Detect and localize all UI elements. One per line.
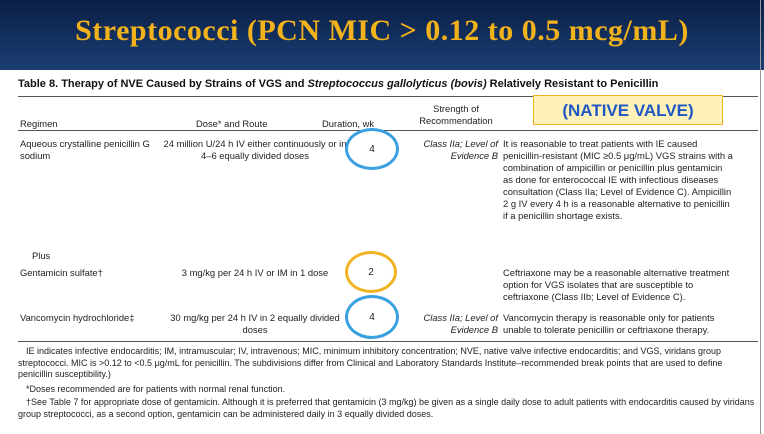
row-penicillin-dose: 24 million U/24 h IV either continuously or in 4–6 equally divided doses [163,138,347,161]
duration-circle-penicillin [345,128,399,170]
native-valve-callout [533,95,723,125]
row-vancomycin-comments: Vancomycin therapy is reasonable only for patients unable to tolerate penicillin or ceftriaxone therapy. [503,312,715,335]
caption-suffix: Relatively Resistant to Penicillin [486,78,659,90]
table-bottom-rule [18,341,758,342]
table-caption [18,78,758,90]
duration-circle-vancomycin [345,295,399,339]
header-regimen: Regimen [20,118,58,129]
row-vancomycin-dose: 30 mg/kg per 24 h IV in 2 equally divided doses [170,312,340,335]
native-valve-label: (NATIVE VALVE) [562,101,694,120]
footnote-doses: *Doses recommended are for patients with normal renal function. [26,384,286,394]
row-vancomycin-duration: 4 [369,311,375,323]
header-duration: Duration, wk [322,118,375,129]
right-edge-rule [760,0,761,434]
footnote-abbreviations: IE indicates infective endocarditis; IM, intramuscular; IV, intravenous; MIC, minimum inhibitory concentration; NVE, native valve infective endocarditis; and VGS, viridans group streptococci. MIC is >0.12 to <0.5 μg/mL for penicillin. The subdivisions differ from Clinical and Laboratory Standards Institute–recommended break points that are used to define penicillin susceptibility.) [18,346,723,379]
row-vancomycin-strength: Class IIa; Level of Evidence B [423,312,498,335]
duration-circle-gentamicin [345,251,397,293]
row-penicillin-duration: 4 [369,143,375,155]
row-gentamicin-duration: 2 [368,266,374,278]
row-plus-label: Plus [32,250,51,261]
header-strength-line1: Strength of [433,103,479,114]
row-penicillin-comments: It is reasonable to treat patients with IE caused penicillin-resistant (MIC ≥0.5 μg/mL) VGS strains with a combination of ampicillin or penicillin plus gentamicin as done for enterococcal IE with infectious diseases consultation (Class IIa; Level of Evidence C). Ampicillin 2 g IV every 4 h is a reasonable alternative to penicillin if a penicillin shortage exists. [503,138,733,221]
footnote-gentamicin: †See Table 7 for appropriate dose of gentamicin. Although it is preferred that gentamicin (3 mg/kg) be given as a single daily dose to adult patients with endocarditis caused by viridans group streptococci, as a second option, gentamicin can be administered daily in 3 equally divided doses. [18,397,755,419]
row-gentamicin-comments: Ceftriaxone may be a reasonable alternative treatment option for VGS isolates that are susceptible to ceftriaxone (Class IIb; Level of Evidence C). [503,267,730,302]
row-penicillin-strength: Class IIa; Level of Evidence B [423,138,498,161]
slide-title: Streptococci (PCN MIC > 0.12 to 0.5 mcg/mL) [75,14,689,47]
header-strength-line2: Recommendation [419,115,493,126]
header-dose: Dose* and Route [196,118,268,129]
row-gentamicin-regimen: Gentamicin sulfate† [20,267,103,278]
caption-prefix: Table 8. Therapy of NVE Caused by Strains of VGS and [18,78,308,90]
title-banner [0,0,764,70]
row-penicillin-regimen: Aqueous crystalline penicillin G sodium [20,138,150,161]
row-gentamicin-dose: 3 mg/kg per 24 h IV or IM in 1 dose [181,267,329,278]
row-vancomycin-regimen: Vancomycin hydrochloride‡ [20,312,135,323]
caption-italic: Streptococcus gallolyticus (bovis) [307,78,487,90]
